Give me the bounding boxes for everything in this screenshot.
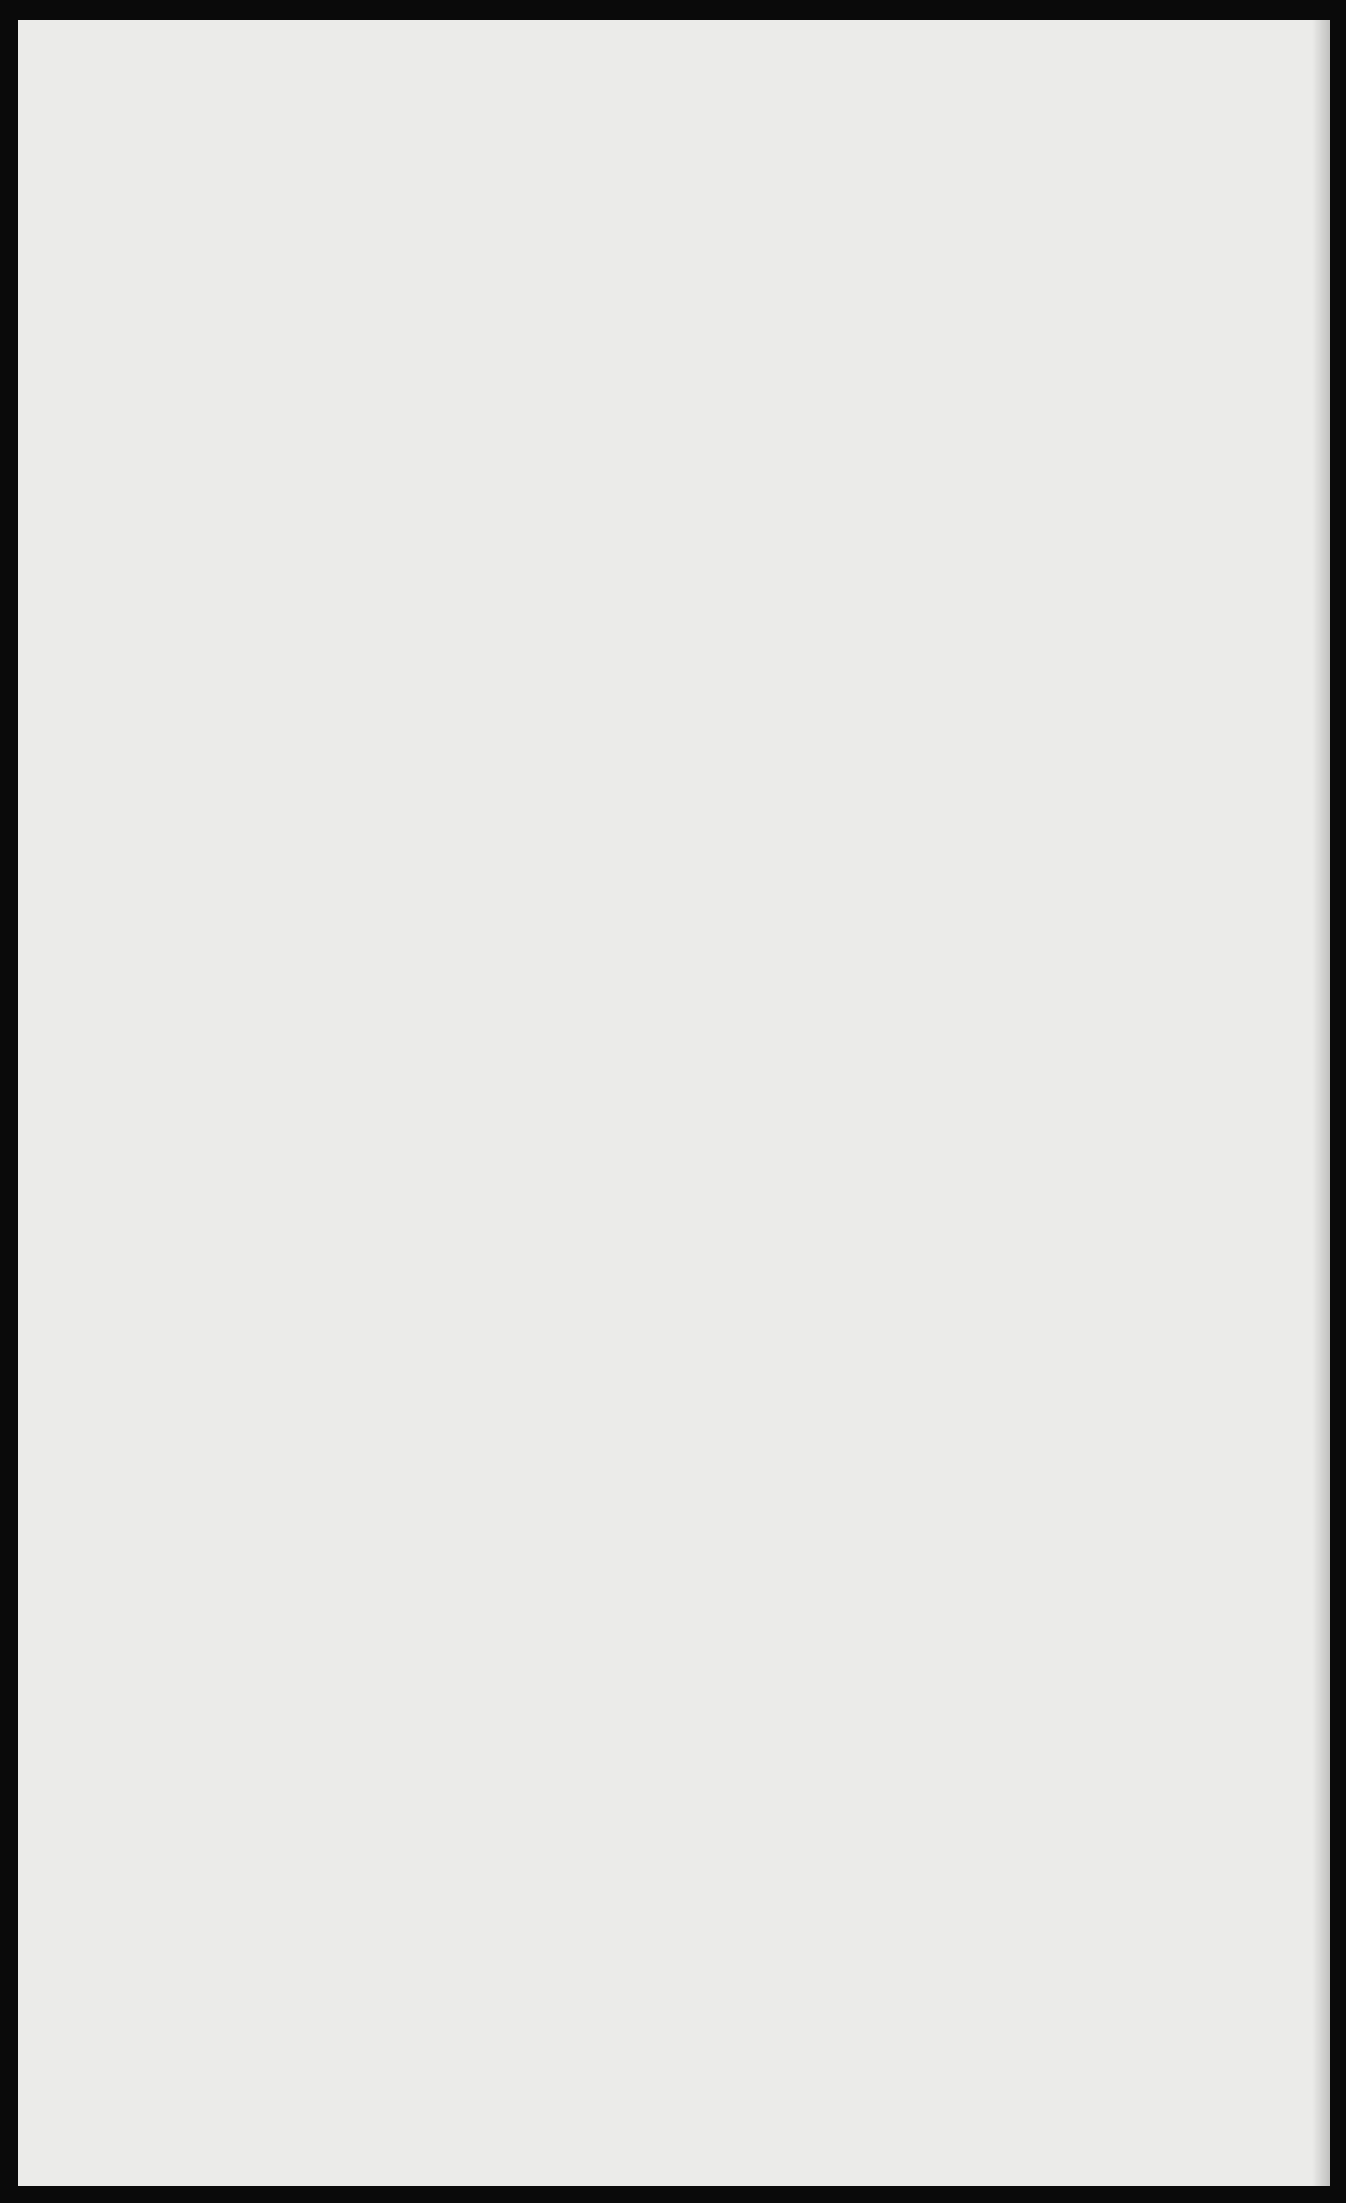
book-page <box>18 20 1330 2186</box>
section-heading <box>104 1436 1284 1512</box>
